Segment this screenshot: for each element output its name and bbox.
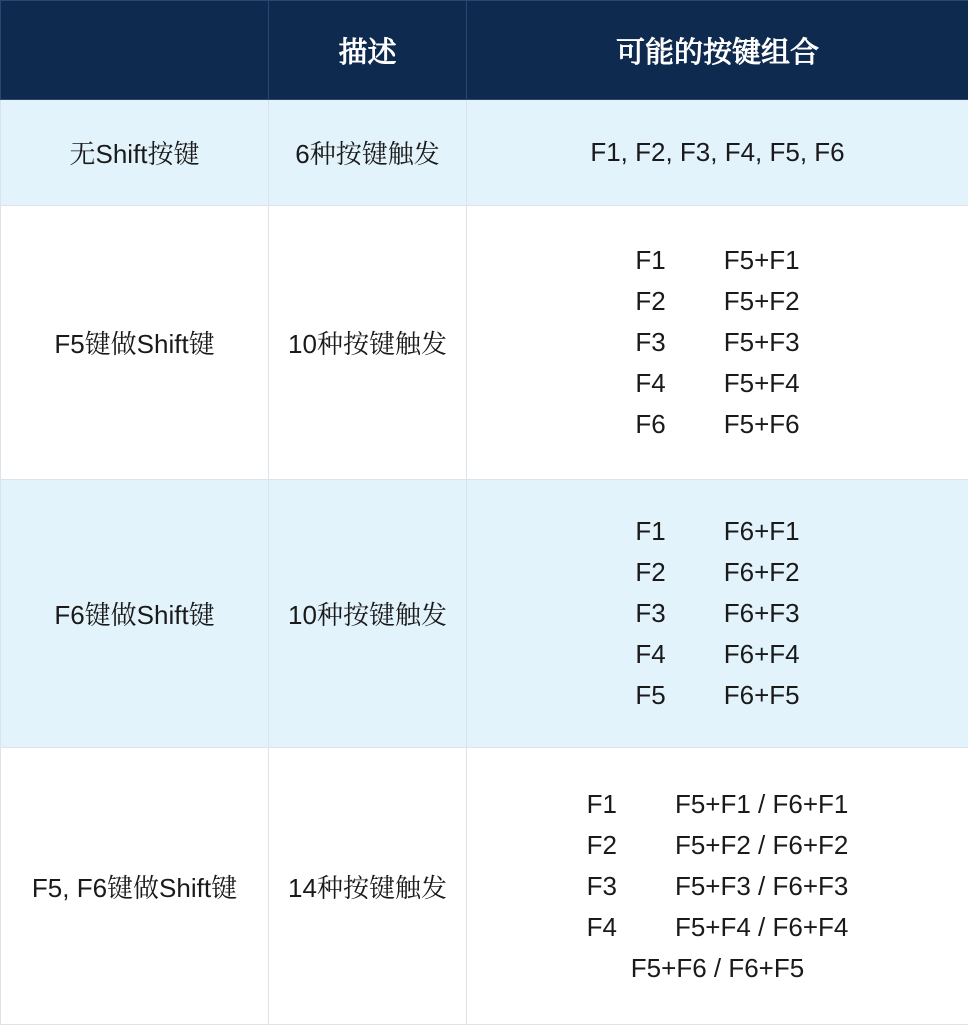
single-key: F4 [635,368,665,399]
shift-combo: F5+F3 [724,327,800,358]
shift-combo: F5+F2 / F6+F2 [675,830,848,861]
single-key: F3 [587,871,617,902]
description-cell: 6种按键触发 [269,100,467,206]
shift-combo: F5+F6 [724,409,800,440]
shift-combo: F6+F2 [724,557,800,588]
mode-cell: 无Shift按键 [1,100,269,206]
single-key: F2 [635,557,665,588]
shift-combo: F6+F1 [724,516,800,547]
shift-combo: F6+F5 [724,680,800,711]
combinations-cell [467,206,968,480]
single-key: F4 [587,912,617,943]
shift-combo: F5+F4 / F6+F4 [675,912,848,943]
description-cell: 10种按键触发 [269,206,467,480]
single-key: F5 [635,680,665,711]
single-key: F1 [587,789,617,820]
combinations-cell: F1, F2, F3, F4, F5, F6 [467,100,968,206]
mode-cell: F5, F6键做Shift键 [1,748,269,1025]
table-row [1,748,968,1025]
combo-list [635,245,799,440]
single-key: F1 [635,516,665,547]
mode-cell: F6键做Shift键 [1,480,269,748]
table-row [1,480,968,748]
combo-list [587,789,849,943]
mode-cell: F5键做Shift键 [1,206,269,480]
combo-block [587,789,849,984]
single-key: F1 [635,245,665,276]
shift-combo: F6+F3 [724,598,800,629]
table-row [1,100,968,206]
header-row [1,1,968,100]
shift-combo: F5+F1 [724,245,800,276]
dual-shift-combo: F5+F6 / F6+F5 [587,953,849,984]
shift-combo: F5+F3 / F6+F3 [675,871,848,902]
single-key: F2 [635,286,665,317]
single-key: F3 [635,598,665,629]
shift-combo: F5+F1 / F6+F1 [675,789,848,820]
single-key: F6 [635,409,665,440]
shift-combo: F5+F4 [724,368,800,399]
header-mode [1,1,269,100]
table-row [1,206,968,480]
single-key: F2 [587,830,617,861]
header-combinations: 可能的按键组合 [467,1,968,100]
shift-combo: F6+F4 [724,639,800,670]
description-cell: 14种按键触发 [269,748,467,1025]
shift-combo: F5+F2 [724,286,800,317]
single-key: F3 [635,327,665,358]
combinations-cell [467,748,968,1025]
header-description: 描述 [269,1,467,100]
description-cell: 10种按键触发 [269,480,467,748]
single-key: F4 [635,639,665,670]
combo-list [635,516,799,711]
combinations-cell [467,480,968,748]
